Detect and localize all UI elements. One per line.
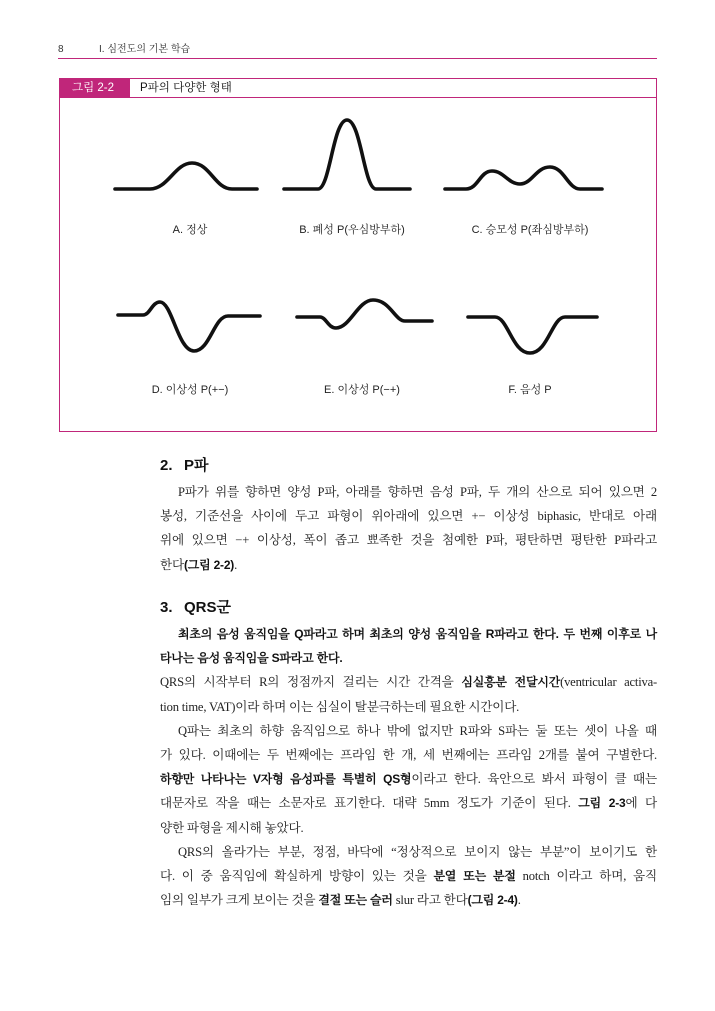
body-text: P파가 위를 향하면 양성 P파, 아래를 향하면 음성 P파, 두 개의 산으로 되어 있으면 2 <box>178 485 657 499</box>
emphasis-text: 분열 또는 분절 <box>433 869 516 884</box>
section-title: P파 <box>184 457 209 474</box>
waveform-d <box>118 302 260 351</box>
waveform-e <box>297 300 432 328</box>
paragraph-line <box>160 840 657 864</box>
paragraph-line <box>160 816 657 840</box>
body-text: slur 라고 한다 <box>392 893 468 908</box>
panel-c-mitrale <box>445 167 602 189</box>
panel-f-label: F. 음성 P <box>508 384 552 396</box>
figure-reference: (그림 2-2) <box>183 557 235 572</box>
emphasis-text: 심실흥분 전달시간 <box>461 675 561 690</box>
body-text: QRS의 올라가는 부분, 정점, 바닥에 “정상적으로 보이지 않는 부분”이 보이기도 한 <box>178 844 657 859</box>
figure-box <box>59 78 657 432</box>
emphasis-text: 결절 또는 슬러 <box>318 893 393 908</box>
panel-c-label: C. 승모성 P(좌심방부하) <box>471 224 589 236</box>
emphasis-text: 하향만 나타나는 V자형 음성파를 특별히 QS형 <box>160 772 412 787</box>
page-number: 8 <box>58 44 64 55</box>
body-text: tion time, VAT)이라 하며 이는 심실이 탈분극하는데 필요한 시간이다. <box>160 699 520 714</box>
figure-reference: (그림 2-4) <box>467 893 518 908</box>
p-wave-diagram <box>60 79 656 431</box>
paragraph-line <box>160 528 657 552</box>
section-title: QRS군 <box>184 599 231 616</box>
emphasis-text: 타나는 음성 움직임을 S파라고 한다. <box>160 651 343 666</box>
panel-a-label: A. 정상 <box>172 224 208 236</box>
section-qrs-complex <box>160 598 657 912</box>
body-text: 양한 파형을 제시해 놓았다. <box>160 820 304 835</box>
waveform-b <box>284 120 410 189</box>
panel-b-label: B. 폐성 P(우심방부하) <box>299 224 405 236</box>
body-text: . <box>517 893 521 908</box>
body-text: 임의 일부가 크게 보이는 것을 <box>160 893 319 908</box>
waveform-c <box>445 167 602 189</box>
body-text: (ventricular activa- <box>560 675 657 690</box>
chapter-title: I. 심전도의 기본 학습 <box>99 44 191 55</box>
section-heading <box>160 456 657 476</box>
paragraph-line <box>160 767 657 791</box>
body-text: 이라고 한다. 육안으로 봐서 파형이 클 때는 <box>411 772 657 787</box>
panel-e-biphasic-neg-pos <box>297 300 432 328</box>
panel-e-label: E. 이상성 P(−+) <box>324 384 400 396</box>
body-text: . <box>234 557 238 572</box>
paragraph-line <box>160 553 657 577</box>
paragraph-line <box>160 743 657 767</box>
body-text: 에 다 <box>625 796 657 811</box>
body-text: notch 이라고 하며, 움직 <box>515 869 657 884</box>
figure-title: P파의 다양한 형태 <box>140 82 232 94</box>
panel-d-label: D. 이상성 P(+−) <box>151 384 229 396</box>
panel-d-biphasic-pos-neg <box>118 302 260 351</box>
figure-tag: 그림 2-2 <box>60 79 130 97</box>
body-text: 다. 이 중 움직임에 확실하게 방향이 있는 것을 <box>160 869 434 884</box>
section-number: 3. <box>160 599 173 616</box>
body-text: 대문자로 작을 때는 소문자로 표기한다. 대략 5mm 정도가 기준이 된다. <box>160 796 579 811</box>
body-text: QRS의 시작부터 R의 정점까지 걸리는 시간 간격을 <box>160 675 462 690</box>
waveform-f <box>468 317 597 353</box>
paragraph-line <box>160 646 657 670</box>
emphasis-text: 최초의 음성 움직임을 Q파라고 하며 최초의 양성 움직임을 R파라고 한다. 두 번째 이후로 나 <box>178 627 657 641</box>
section-heading <box>160 598 657 618</box>
header-rule <box>58 58 657 59</box>
body-text: 한다 <box>160 557 184 572</box>
paragraph-line <box>160 670 657 694</box>
waveform-a <box>115 163 257 189</box>
body-text: 위에 있으면 −+ 이상성, 폭이 좁고 뾰족한 것을 첨예한 P파, 평탄하면 평탄한 P파라고 <box>160 533 657 548</box>
panel-a-normal <box>115 163 257 189</box>
paragraph-line <box>160 719 657 743</box>
body-text: 가 있다. 이때에는 두 번째에는 프라임 한 개, 세 번째에는 프라임 2개를 붙여 구별한다. <box>160 748 657 763</box>
panel-b-pulmonale <box>284 120 410 189</box>
section-p-wave <box>160 456 657 577</box>
paragraph-line <box>160 480 657 504</box>
paragraph-line <box>160 504 657 528</box>
body-text: 봉성, 기준선을 사이에 두고 파형이 위아래에 있으면 +− 이상성 biphasic, 반대로 아래 <box>160 509 657 524</box>
paragraph-line <box>160 622 657 646</box>
section-number: 2. <box>160 457 173 474</box>
paragraph-line <box>160 888 657 912</box>
body-text: Q파는 최초의 하향 움직임으로 하나 밖에 없지만 R파와 S파는 둘 또는 셋이 나올 때 <box>178 723 657 738</box>
paragraph-line <box>160 791 657 815</box>
figure-reference: 그림 2-3 <box>578 796 626 811</box>
paragraph-line <box>160 864 657 888</box>
paragraph-line <box>160 695 657 719</box>
panel-f-negative <box>468 317 597 353</box>
